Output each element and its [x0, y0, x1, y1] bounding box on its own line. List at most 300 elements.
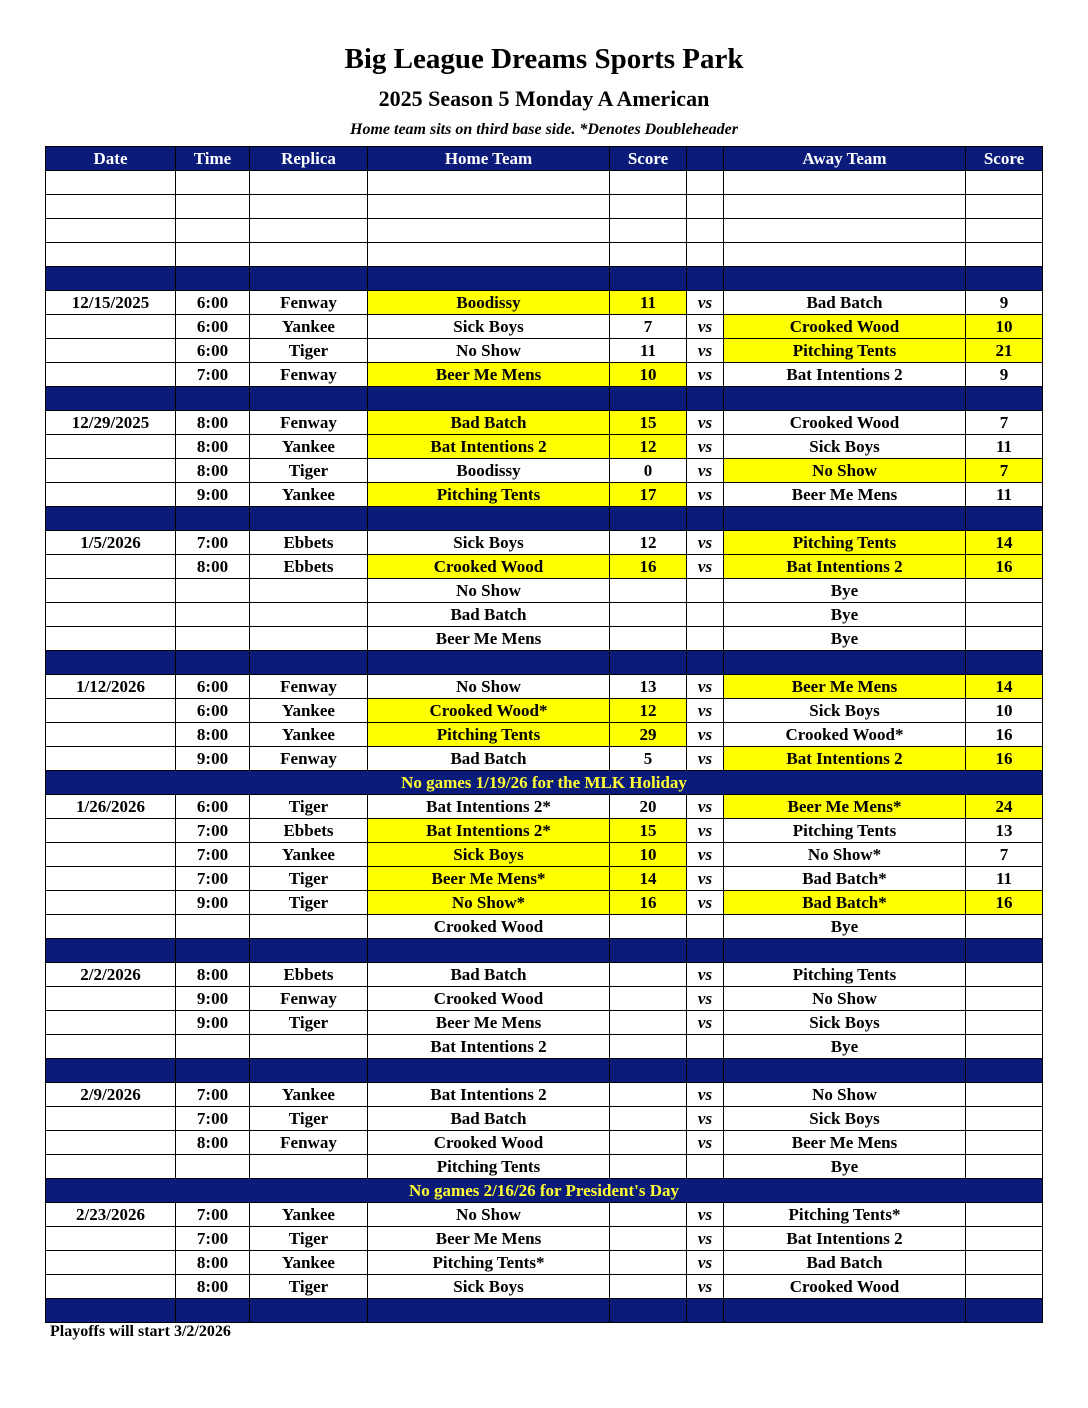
empty-cell: [687, 243, 724, 267]
date-cell: 2/23/2026: [46, 1203, 176, 1227]
home-team-cell: Crooked Wood: [368, 555, 610, 579]
away-team-cell: Crooked Wood: [724, 411, 966, 435]
time-cell: [176, 603, 250, 627]
date-cell: [46, 435, 176, 459]
empty-cell: [966, 243, 1043, 267]
home-team-cell: Bad Batch: [368, 411, 610, 435]
time-cell: 7:00: [176, 1083, 250, 1107]
away-score-cell: 7: [966, 459, 1043, 483]
away-score-cell: 13: [966, 819, 1043, 843]
empty-cell: [368, 939, 610, 963]
game-row: [46, 531, 1043, 555]
home-score-cell: [610, 1275, 687, 1299]
playoffs-note: Playoffs will start 3/2/2026: [50, 1323, 231, 1340]
empty-cell: [176, 195, 250, 219]
separator-row: [46, 507, 1043, 531]
empty-cell: [687, 195, 724, 219]
date-cell: [46, 603, 176, 627]
away-score-cell: 9: [966, 291, 1043, 315]
vs-cell: [687, 579, 724, 603]
away-team-cell: Pitching Tents: [724, 531, 966, 555]
home-score-cell: 12: [610, 435, 687, 459]
away-team-cell: Bat Intentions 2: [724, 363, 966, 387]
empty-cell: [724, 939, 966, 963]
vs-cell: [687, 627, 724, 651]
date-cell: [46, 699, 176, 723]
away-team-cell: Bye: [724, 627, 966, 651]
time-cell: 6:00: [176, 699, 250, 723]
blank-row: [46, 219, 1043, 243]
home-team-cell: Beer Me Mens: [368, 363, 610, 387]
vs-cell: vs: [687, 435, 724, 459]
away-team-cell: Pitching Tents: [724, 963, 966, 987]
page-note: Home team sits on third base side. *Denotes Doubleheader: [350, 121, 738, 138]
time-cell: 8:00: [176, 963, 250, 987]
vs-cell: vs: [687, 291, 724, 315]
away-score-cell: [966, 1203, 1043, 1227]
col-date: Date: [46, 147, 176, 171]
vs-cell: vs: [687, 987, 724, 1011]
date-cell: [46, 459, 176, 483]
game-row: [46, 795, 1043, 819]
time-cell: 6:00: [176, 291, 250, 315]
vs-cell: vs: [687, 531, 724, 555]
empty-cell: [610, 195, 687, 219]
vs-cell: vs: [687, 723, 724, 747]
away-team-cell: Sick Boys: [724, 1107, 966, 1131]
home-score-cell: [610, 1107, 687, 1131]
empty-cell: [724, 195, 966, 219]
vs-cell: vs: [687, 1131, 724, 1155]
away-score-cell: [966, 603, 1043, 627]
date-cell: 2/2/2026: [46, 963, 176, 987]
home-score-cell: [610, 1227, 687, 1251]
empty-cell: [966, 387, 1043, 411]
date-cell: [46, 339, 176, 363]
vs-cell: vs: [687, 819, 724, 843]
away-score-cell: [966, 627, 1043, 651]
home-team-cell: Crooked Wood: [368, 915, 610, 939]
empty-cell: [724, 387, 966, 411]
away-score-cell: 11: [966, 435, 1043, 459]
time-cell: 8:00: [176, 1251, 250, 1275]
home-team-cell: No Show: [368, 579, 610, 603]
vs-cell: [687, 1155, 724, 1179]
vs-cell: vs: [687, 1203, 724, 1227]
away-score-cell: 10: [966, 315, 1043, 339]
time-cell: 9:00: [176, 987, 250, 1011]
replica-cell: Tiger: [250, 1275, 368, 1299]
game-row: [46, 1083, 1043, 1107]
empty-cell: [966, 507, 1043, 531]
date-cell: [46, 1251, 176, 1275]
replica-cell: [250, 627, 368, 651]
col-away-score: Score: [966, 147, 1043, 171]
time-cell: 7:00: [176, 843, 250, 867]
home-team-cell: Sick Boys: [368, 315, 610, 339]
separator-row: [46, 1059, 1043, 1083]
empty-cell: [176, 939, 250, 963]
away-team-cell: Beer Me Mens: [724, 483, 966, 507]
away-team-cell: Crooked Wood: [724, 315, 966, 339]
away-team-cell: Bat Intentions 2: [724, 747, 966, 771]
vs-cell: vs: [687, 891, 724, 915]
game-row: [46, 891, 1043, 915]
home-team-cell: Bat Intentions 2: [368, 1035, 610, 1059]
home-score-cell: 5: [610, 747, 687, 771]
away-team-cell: No Show: [724, 987, 966, 1011]
away-team-cell: Bye: [724, 1155, 966, 1179]
empty-cell: [724, 171, 966, 195]
away-score-cell: 16: [966, 723, 1043, 747]
time-cell: 7:00: [176, 363, 250, 387]
date-cell: [46, 1155, 176, 1179]
empty-cell: [610, 1059, 687, 1083]
replica-cell: Tiger: [250, 339, 368, 363]
home-score-cell: [610, 987, 687, 1011]
time-cell: [176, 627, 250, 651]
vs-cell: vs: [687, 1275, 724, 1299]
home-score-cell: 12: [610, 699, 687, 723]
game-row: [46, 675, 1043, 699]
away-team-cell: Bat Intentions 2: [724, 1227, 966, 1251]
vs-cell: vs: [687, 363, 724, 387]
separator-row: [46, 939, 1043, 963]
home-team-cell: Bad Batch: [368, 603, 610, 627]
empty-cell: [250, 243, 368, 267]
date-cell: [46, 1131, 176, 1155]
game-row: [46, 483, 1043, 507]
vs-cell: vs: [687, 843, 724, 867]
replica-cell: [250, 603, 368, 627]
home-team-cell: No Show*: [368, 891, 610, 915]
game-row: [46, 1155, 1043, 1179]
game-row: [46, 1275, 1043, 1299]
home-score-cell: [610, 1155, 687, 1179]
empty-cell: [724, 507, 966, 531]
empty-cell: [724, 243, 966, 267]
empty-cell: [610, 219, 687, 243]
vs-cell: vs: [687, 699, 724, 723]
time-cell: 7:00: [176, 1227, 250, 1251]
away-team-cell: Pitching Tents*: [724, 1203, 966, 1227]
separator-row: [46, 651, 1043, 675]
game-row: [46, 1011, 1043, 1035]
time-cell: [176, 1035, 250, 1059]
replica-cell: Fenway: [250, 411, 368, 435]
empty-cell: [46, 219, 176, 243]
replica-cell: [250, 579, 368, 603]
empty-cell: [687, 651, 724, 675]
home-score-cell: 29: [610, 723, 687, 747]
date-cell: 12/29/2025: [46, 411, 176, 435]
empty-cell: [966, 1059, 1043, 1083]
col-home-score: Score: [610, 147, 687, 171]
time-cell: 6:00: [176, 339, 250, 363]
replica-cell: Fenway: [250, 1131, 368, 1155]
home-score-cell: 10: [610, 363, 687, 387]
separator-row: [46, 267, 1043, 291]
empty-cell: [250, 219, 368, 243]
replica-cell: Fenway: [250, 747, 368, 771]
home-team-cell: Pitching Tents: [368, 723, 610, 747]
replica-cell: Yankee: [250, 699, 368, 723]
game-row: [46, 291, 1043, 315]
away-score-cell: 24: [966, 795, 1043, 819]
away-score-cell: 7: [966, 843, 1043, 867]
vs-cell: vs: [687, 675, 724, 699]
game-row: [46, 1107, 1043, 1131]
away-score-cell: [966, 987, 1043, 1011]
empty-cell: [966, 219, 1043, 243]
empty-cell: [368, 243, 610, 267]
holiday-banner: No games 2/16/26 for President's Day: [46, 1179, 1043, 1203]
blank-row: [46, 171, 1043, 195]
game-row: [46, 963, 1043, 987]
away-score-cell: [966, 1035, 1043, 1059]
empty-cell: [687, 219, 724, 243]
empty-cell: [724, 267, 966, 291]
away-team-cell: Beer Me Mens*: [724, 795, 966, 819]
home-score-cell: [610, 579, 687, 603]
holiday-banner: No games 1/19/26 for the MLK Holiday: [46, 771, 1043, 795]
empty-cell: [610, 171, 687, 195]
home-team-cell: Pitching Tents: [368, 1155, 610, 1179]
empty-cell: [610, 243, 687, 267]
date-cell: [46, 1275, 176, 1299]
blank-row: [46, 195, 1043, 219]
game-row: [46, 603, 1043, 627]
empty-cell: [46, 651, 176, 675]
empty-cell: [176, 387, 250, 411]
header-row: [46, 147, 1043, 171]
vs-cell: [687, 915, 724, 939]
away-score-cell: [966, 1083, 1043, 1107]
home-score-cell: [610, 1203, 687, 1227]
col-replica: Replica: [250, 147, 368, 171]
home-team-cell: Bad Batch: [368, 963, 610, 987]
home-score-cell: 0: [610, 459, 687, 483]
empty-cell: [966, 939, 1043, 963]
empty-cell: [250, 507, 368, 531]
away-team-cell: Beer Me Mens: [724, 1131, 966, 1155]
home-team-cell: Boodissy: [368, 291, 610, 315]
replica-cell: [250, 915, 368, 939]
replica-cell: Tiger: [250, 891, 368, 915]
empty-cell: [46, 1299, 176, 1323]
empty-cell: [610, 507, 687, 531]
replica-cell: Tiger: [250, 867, 368, 891]
blank-row: [46, 243, 1043, 267]
replica-cell: Yankee: [250, 1203, 368, 1227]
time-cell: [176, 915, 250, 939]
page-title: Big League Dreams Sports Park: [344, 43, 744, 75]
empty-cell: [250, 1059, 368, 1083]
empty-cell: [250, 939, 368, 963]
away-score-cell: [966, 1251, 1043, 1275]
vs-cell: vs: [687, 339, 724, 363]
date-cell: 1/26/2026: [46, 795, 176, 819]
vs-cell: vs: [687, 483, 724, 507]
time-cell: 6:00: [176, 675, 250, 699]
empty-cell: [687, 267, 724, 291]
home-team-cell: Pitching Tents: [368, 483, 610, 507]
game-row: [46, 1203, 1043, 1227]
home-score-cell: 11: [610, 339, 687, 363]
replica-cell: Yankee: [250, 1083, 368, 1107]
empty-cell: [368, 171, 610, 195]
empty-cell: [368, 651, 610, 675]
col-time: Time: [176, 147, 250, 171]
vs-cell: vs: [687, 459, 724, 483]
away-team-cell: Bad Batch: [724, 291, 966, 315]
empty-cell: [368, 267, 610, 291]
away-score-cell: [966, 963, 1043, 987]
empty-cell: [176, 1059, 250, 1083]
game-row: [46, 579, 1043, 603]
away-score-cell: [966, 1155, 1043, 1179]
replica-cell: Yankee: [250, 1251, 368, 1275]
date-cell: [46, 1035, 176, 1059]
time-cell: 6:00: [176, 795, 250, 819]
vs-cell: [687, 1035, 724, 1059]
home-score-cell: 11: [610, 291, 687, 315]
vs-cell: vs: [687, 1083, 724, 1107]
empty-cell: [46, 267, 176, 291]
separator-row: [46, 1299, 1043, 1323]
col-home-team: Home Team: [368, 147, 610, 171]
away-score-cell: [966, 1131, 1043, 1155]
home-score-cell: 7: [610, 315, 687, 339]
away-team-cell: Crooked Wood*: [724, 723, 966, 747]
home-score-cell: 17: [610, 483, 687, 507]
empty-cell: [687, 1059, 724, 1083]
game-row: [46, 555, 1043, 579]
date-cell: [46, 915, 176, 939]
date-cell: [46, 1107, 176, 1131]
away-score-cell: 9: [966, 363, 1043, 387]
away-score-cell: 16: [966, 555, 1043, 579]
date-cell: [46, 315, 176, 339]
time-cell: 7:00: [176, 819, 250, 843]
home-team-cell: Bat Intentions 2: [368, 435, 610, 459]
date-cell: [46, 867, 176, 891]
home-score-cell: 15: [610, 819, 687, 843]
away-score-cell: [966, 1107, 1043, 1131]
home-score-cell: [610, 603, 687, 627]
home-score-cell: 20: [610, 795, 687, 819]
home-team-cell: Beer Me Mens: [368, 1227, 610, 1251]
empty-cell: [250, 387, 368, 411]
home-team-cell: No Show: [368, 339, 610, 363]
empty-cell: [610, 1299, 687, 1323]
empty-cell: [368, 219, 610, 243]
replica-cell: Fenway: [250, 291, 368, 315]
empty-cell: [724, 1059, 966, 1083]
empty-cell: [966, 195, 1043, 219]
home-score-cell: [610, 627, 687, 651]
date-cell: [46, 1011, 176, 1035]
game-row: [46, 1131, 1043, 1155]
game-row: [46, 819, 1043, 843]
empty-cell: [610, 651, 687, 675]
away-score-cell: 21: [966, 339, 1043, 363]
empty-cell: [176, 651, 250, 675]
page-subtitle: 2025 Season 5 Monday A American: [378, 86, 710, 111]
date-cell: [46, 1227, 176, 1251]
date-cell: [46, 627, 176, 651]
away-team-cell: No Show: [724, 1083, 966, 1107]
home-team-cell: Beer Me Mens*: [368, 867, 610, 891]
empty-cell: [250, 195, 368, 219]
empty-cell: [687, 507, 724, 531]
replica-cell: Tiger: [250, 1227, 368, 1251]
empty-cell: [687, 171, 724, 195]
away-team-cell: Bye: [724, 1035, 966, 1059]
replica-cell: Ebbets: [250, 555, 368, 579]
empty-cell: [46, 171, 176, 195]
empty-cell: [250, 651, 368, 675]
time-cell: 8:00: [176, 435, 250, 459]
away-team-cell: No Show: [724, 459, 966, 483]
away-score-cell: [966, 915, 1043, 939]
home-team-cell: Pitching Tents*: [368, 1251, 610, 1275]
game-row: [46, 363, 1043, 387]
away-team-cell: Pitching Tents: [724, 339, 966, 363]
empty-cell: [46, 939, 176, 963]
game-row: [46, 1035, 1043, 1059]
date-cell: 2/9/2026: [46, 1083, 176, 1107]
home-score-cell: 14: [610, 867, 687, 891]
game-row: [46, 867, 1043, 891]
replica-cell: [250, 1035, 368, 1059]
game-row: [46, 411, 1043, 435]
away-score-cell: 11: [966, 867, 1043, 891]
away-team-cell: No Show*: [724, 843, 966, 867]
game-row: [46, 843, 1043, 867]
game-row: [46, 747, 1043, 771]
home-score-cell: [610, 1035, 687, 1059]
replica-cell: Yankee: [250, 723, 368, 747]
home-team-cell: Sick Boys: [368, 843, 610, 867]
game-row: [46, 1251, 1043, 1275]
home-score-cell: [610, 963, 687, 987]
home-team-cell: Crooked Wood: [368, 987, 610, 1011]
date-cell: [46, 843, 176, 867]
schedule-body: [46, 171, 1043, 1323]
empty-cell: [966, 651, 1043, 675]
home-score-cell: 10: [610, 843, 687, 867]
vs-cell: vs: [687, 1011, 724, 1035]
game-row: [46, 915, 1043, 939]
away-score-cell: [966, 1011, 1043, 1035]
home-score-cell: [610, 1131, 687, 1155]
replica-cell: Yankee: [250, 843, 368, 867]
replica-cell: Ebbets: [250, 819, 368, 843]
empty-cell: [368, 1059, 610, 1083]
replica-cell: Tiger: [250, 1107, 368, 1131]
empty-cell: [176, 219, 250, 243]
away-team-cell: Crooked Wood: [724, 1275, 966, 1299]
vs-cell: vs: [687, 315, 724, 339]
home-team-cell: Beer Me Mens: [368, 1011, 610, 1035]
empty-cell: [368, 1299, 610, 1323]
home-team-cell: Bat Intentions 2: [368, 1083, 610, 1107]
date-cell: [46, 891, 176, 915]
game-row: [46, 339, 1043, 363]
replica-cell: Tiger: [250, 795, 368, 819]
empty-cell: [966, 267, 1043, 291]
